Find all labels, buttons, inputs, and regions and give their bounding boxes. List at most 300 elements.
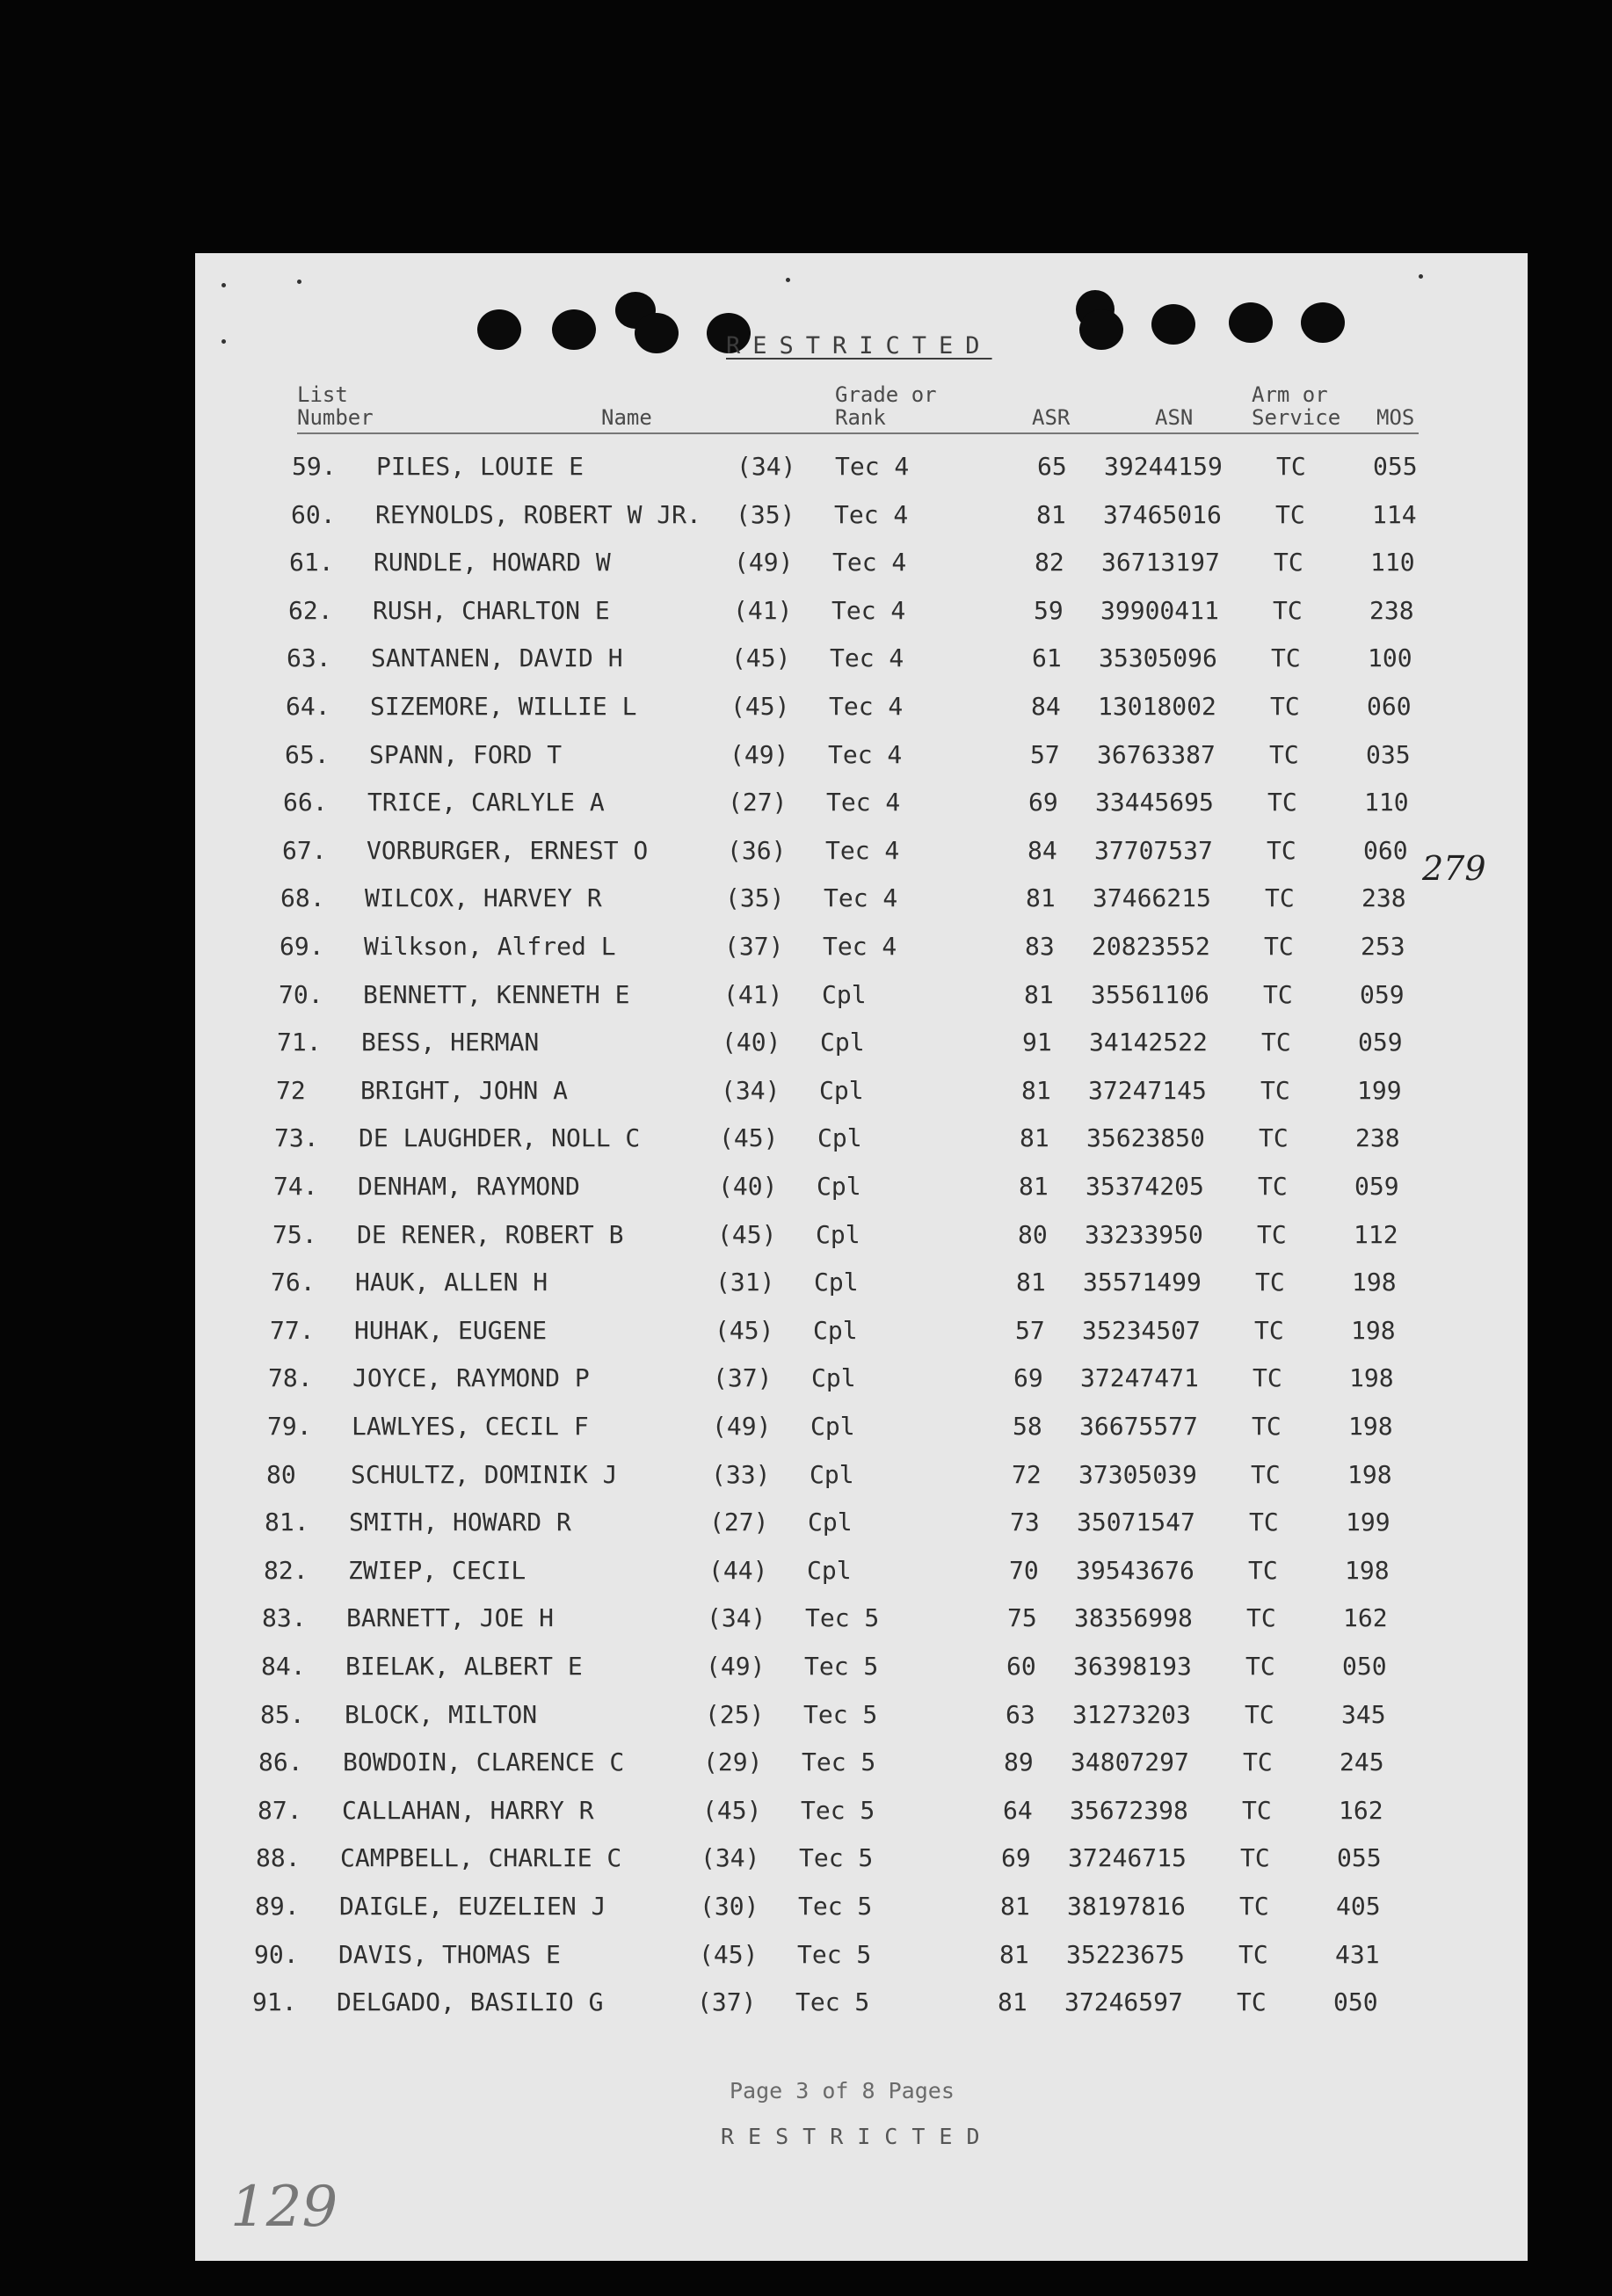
cell-mos: 198: [1348, 1412, 1393, 1441]
cell-mos: 110: [1364, 788, 1409, 817]
cell-num: 74.: [273, 1172, 318, 1201]
cell-name: VORBURGER, ERNEST O: [367, 835, 649, 865]
cell-num: 81.: [265, 1508, 309, 1537]
cell-grade: Cpl: [807, 1555, 852, 1585]
cell-num: 65.: [285, 739, 330, 769]
cell-arm: TC: [1260, 1075, 1290, 1105]
cell-age: (33): [711, 1459, 771, 1489]
cell-age: (25): [705, 1699, 765, 1729]
table-row: [0, 692, 1612, 739]
cell-asn: 36763387: [1097, 739, 1216, 769]
cell-age: (45): [715, 1315, 774, 1345]
punch-hole: [1079, 309, 1123, 350]
cell-age: (45): [717, 1219, 777, 1249]
cell-name: Wilkson, Alfred L: [364, 932, 616, 961]
cell-age: (44): [708, 1555, 768, 1585]
cell-asn: 13018002: [1098, 692, 1216, 721]
col-asn-label: ASN: [1155, 405, 1194, 430]
cell-age: (29): [703, 1747, 763, 1777]
cell-arm: TC: [1246, 1603, 1276, 1633]
cell-age: (31): [715, 1268, 775, 1297]
cell-name: BRIGHT, JOHN A: [360, 1075, 569, 1105]
cell-num: 71.: [277, 1028, 322, 1057]
cell-age: (40): [718, 1172, 778, 1201]
table-row: [0, 1076, 1612, 1123]
cell-grade: Cpl: [810, 1412, 855, 1441]
cell-asr: 81: [1016, 1268, 1046, 1297]
punch-hole: [552, 309, 596, 350]
col-grade-label: Grade or Rank: [835, 382, 937, 430]
cell-asr: 84: [1031, 692, 1061, 721]
cell-mos: 198: [1349, 1363, 1394, 1393]
cell-asn: 33233950: [1085, 1219, 1203, 1249]
cell-mos: 431: [1335, 1939, 1380, 1969]
cell-age: (34): [721, 1075, 781, 1105]
cell-mos: 198: [1347, 1459, 1392, 1489]
cell-arm: TC: [1258, 1172, 1288, 1201]
table-row: [0, 1316, 1612, 1363]
cell-asr: 57: [1015, 1315, 1045, 1345]
cell-num: 86.: [258, 1747, 303, 1777]
cell-arm: TC: [1271, 643, 1301, 673]
cell-grade: Tec 5: [804, 1652, 879, 1681]
cell-mos: 060: [1363, 835, 1408, 865]
punch-hole: [1151, 304, 1195, 345]
cell-name: DELGADO, BASILIO G: [337, 1987, 604, 2017]
cell-grade: Cpl: [820, 1028, 865, 1057]
cell-grade: Tec 4: [832, 548, 907, 578]
cell-asn: 38197816: [1067, 1892, 1186, 1921]
cell-mos: 059: [1360, 979, 1405, 1009]
cell-asr: 89: [1004, 1747, 1034, 1777]
punch-hole: [477, 309, 521, 350]
table-row: [0, 980, 1612, 1028]
cell-name: DE LAUGHDER, NOLL C: [359, 1123, 641, 1153]
punch-hole: [1229, 302, 1273, 343]
cell-name: JOYCE, RAYMOND P: [352, 1363, 590, 1393]
cell-arm: TC: [1245, 1652, 1275, 1681]
punch-hole: [635, 313, 679, 353]
cell-mos: 050: [1333, 1987, 1378, 2017]
cell-age: (37): [713, 1363, 773, 1393]
cell-mos: 100: [1368, 643, 1412, 673]
speck: [297, 280, 301, 284]
col-grade: [835, 383, 937, 429]
table-row: [0, 1940, 1612, 1987]
cell-asn: 37247471: [1080, 1363, 1199, 1393]
cell-mos: 055: [1337, 1843, 1382, 1873]
cell-asn: 37246715: [1068, 1843, 1187, 1873]
col-asn: [1155, 406, 1193, 429]
cell-asn: 35672398: [1070, 1795, 1188, 1825]
table-row: [0, 836, 1612, 883]
cell-asn: 35374205: [1086, 1172, 1204, 1201]
cell-asr: 81: [1036, 499, 1066, 529]
table-row: [0, 1363, 1612, 1411]
cell-asn: 36713197: [1101, 548, 1220, 578]
cell-age: (35): [725, 883, 785, 913]
cell-name: ZWIEP, CECIL: [348, 1555, 526, 1585]
table-row: [0, 883, 1612, 931]
cell-grade: Cpl: [822, 979, 867, 1009]
cell-grade: Cpl: [816, 1219, 860, 1249]
cell-arm: TC: [1240, 1843, 1270, 1873]
cell-mos: 114: [1372, 499, 1417, 529]
cell-asr: 63: [1006, 1699, 1035, 1729]
cell-arm: TC: [1264, 932, 1294, 961]
cell-asr: 64: [1003, 1795, 1033, 1825]
cell-grade: Tec 4: [831, 595, 906, 625]
cell-num: 61.: [289, 548, 334, 578]
col-name-label: Name: [601, 405, 652, 430]
table-row: [0, 1843, 1612, 1891]
cell-asn: 34807297: [1071, 1747, 1189, 1777]
cell-num: 79.: [267, 1412, 312, 1441]
cell-grade: Tec 5: [802, 1747, 876, 1777]
cell-grade: Tec 4: [829, 692, 904, 721]
cell-mos: 238: [1355, 1123, 1400, 1153]
cell-grade: Tec 5: [799, 1843, 874, 1873]
table-row: [0, 1700, 1612, 1747]
col-arm-service: [1252, 383, 1340, 429]
restricted-heading: RESTRICTED: [726, 332, 992, 360]
cell-asr: 81: [1000, 1892, 1030, 1921]
cell-asr: 69: [1001, 1843, 1031, 1873]
cell-asn: 37466215: [1093, 883, 1211, 913]
cell-grade: Tec 4: [826, 788, 901, 817]
cell-asn: 39244159: [1104, 452, 1223, 481]
cell-arm: TC: [1263, 979, 1293, 1009]
cell-arm: TC: [1238, 1939, 1268, 1969]
cell-arm: TC: [1243, 1747, 1273, 1777]
cell-mos: 162: [1339, 1795, 1383, 1825]
cell-age: (49): [712, 1412, 772, 1441]
cell-num: 89.: [255, 1892, 300, 1921]
cell-age: (45): [719, 1123, 779, 1153]
cell-arm: TC: [1267, 835, 1296, 865]
cell-asn: 38356998: [1074, 1603, 1193, 1633]
speck: [221, 283, 226, 287]
col-asr: [1032, 406, 1070, 429]
cell-asn: 37465016: [1103, 499, 1222, 529]
cell-asn: 36398193: [1073, 1652, 1192, 1681]
cell-grade: Tec 5: [795, 1987, 870, 2017]
cell-mos: 405: [1336, 1892, 1381, 1921]
cell-asn: 35571499: [1083, 1268, 1202, 1297]
cell-asn: 35623850: [1086, 1123, 1205, 1153]
cell-name: SPANN, FORD T: [369, 739, 563, 769]
cell-arm: TC: [1248, 1555, 1278, 1585]
col-mos-label: MOS: [1376, 405, 1415, 430]
cell-name: BLOCK, MILTON: [345, 1699, 538, 1729]
cell-arm: TC: [1265, 883, 1295, 913]
table-row: [0, 788, 1612, 835]
cell-arm: TC: [1242, 1795, 1272, 1825]
cell-asr: 65: [1037, 452, 1067, 481]
cell-asn: 37305039: [1078, 1459, 1197, 1489]
punch-hole: [1301, 302, 1345, 343]
cell-asn: 33445695: [1095, 788, 1214, 817]
cell-num: 62.: [288, 595, 333, 625]
cell-grade: Cpl: [813, 1315, 858, 1345]
table-row: [0, 1028, 1612, 1075]
cell-name: HUHAK, EUGENE: [354, 1315, 548, 1345]
table-row: [0, 643, 1612, 691]
cell-asn: 37707537: [1094, 835, 1213, 865]
cell-num: 63.: [287, 643, 331, 673]
cell-age: (35): [736, 499, 795, 529]
cell-grade: Cpl: [810, 1459, 854, 1489]
cell-num: 59.: [292, 452, 337, 481]
cell-arm: TC: [1261, 1028, 1291, 1057]
page-indicator: Page 3 of 8 Pages: [730, 2078, 955, 2103]
cell-grade: Tec 4: [835, 452, 910, 481]
cell-grade: Cpl: [808, 1508, 853, 1537]
table-row: [0, 1460, 1612, 1508]
cell-name: BIELAK, ALBERT E: [345, 1652, 583, 1681]
cell-num: 78.: [268, 1363, 313, 1393]
cell-grade: Cpl: [817, 1123, 862, 1153]
cell-mos: 238: [1369, 595, 1414, 625]
cell-asr: 81: [1024, 979, 1054, 1009]
cell-asn: 37247145: [1088, 1075, 1207, 1105]
cell-arm: TC: [1276, 452, 1306, 481]
cell-asr: 83: [1025, 932, 1055, 961]
cell-num: 73.: [274, 1123, 319, 1153]
cell-asr: 59: [1034, 595, 1064, 625]
table-row: [0, 596, 1612, 643]
cell-grade: Tec 5: [803, 1699, 878, 1729]
cell-arm: TC: [1270, 692, 1300, 721]
cell-age: (40): [722, 1028, 781, 1057]
cell-mos: 345: [1341, 1699, 1386, 1729]
cell-grade: Cpl: [811, 1363, 856, 1393]
cell-asn: 34142522: [1089, 1028, 1208, 1057]
cell-arm: TC: [1251, 1459, 1281, 1489]
cell-num: 70.: [279, 979, 323, 1009]
cell-mos: 060: [1367, 692, 1412, 721]
cell-mos: 199: [1346, 1508, 1391, 1537]
cell-asr: 60: [1006, 1652, 1036, 1681]
cell-num: 72: [276, 1075, 306, 1105]
cell-mos: 162: [1343, 1603, 1388, 1633]
table-row: [0, 1172, 1612, 1219]
cell-name: DENHAM, RAYMOND: [358, 1172, 580, 1201]
cell-grade: Tec 5: [801, 1795, 875, 1825]
cell-asr: 70: [1009, 1555, 1039, 1585]
cell-asn: 37246597: [1064, 1987, 1183, 2017]
cell-asn: 31273203: [1072, 1699, 1191, 1729]
cell-arm: TC: [1253, 1363, 1282, 1393]
margin-number: 279: [1422, 849, 1486, 888]
cell-num: 90.: [254, 1939, 299, 1969]
cell-num: 77.: [270, 1315, 315, 1345]
cell-name: DAIGLE, EUZELIEN J: [339, 1892, 606, 1921]
cell-num: 66.: [283, 788, 328, 817]
cell-asr: 81: [1019, 1172, 1049, 1201]
cell-age: (45): [730, 692, 790, 721]
cell-mos: 198: [1352, 1268, 1397, 1297]
cell-asr: 81: [1020, 1123, 1049, 1153]
cell-num: 87.: [258, 1795, 302, 1825]
cell-age: (34): [737, 452, 796, 481]
col-mos: [1376, 406, 1414, 429]
cell-name: BENNETT, KENNETH E: [363, 979, 630, 1009]
cell-arm: TC: [1269, 739, 1299, 769]
table-row: [0, 1220, 1612, 1268]
cell-grade: Cpl: [814, 1268, 859, 1297]
cell-age: (49): [734, 548, 794, 578]
col-asr-label: ASR: [1032, 405, 1071, 430]
cell-arm: TC: [1273, 595, 1303, 625]
cell-arm: TC: [1275, 499, 1305, 529]
cell-grade: Tec 5: [805, 1603, 880, 1633]
cell-asr: 81: [1021, 1075, 1051, 1105]
cell-age: (45): [731, 643, 791, 673]
speck: [786, 278, 790, 282]
cell-age: (37): [697, 1987, 757, 2017]
table-row: [0, 452, 1612, 499]
cell-asn: 35305096: [1099, 643, 1217, 673]
header-rule: [297, 432, 1419, 434]
cell-grade: Tec 4: [828, 739, 903, 769]
cell-name: LAWLYES, CECIL F: [352, 1412, 589, 1441]
table-row: [0, 740, 1612, 788]
handwritten-number: 129: [230, 2175, 338, 2240]
cell-asn: 35071547: [1077, 1508, 1195, 1537]
table-row: [0, 1268, 1612, 1315]
cell-asr: 81: [999, 1939, 1029, 1969]
cell-name: SIZEMORE, WILLIE L: [370, 692, 637, 721]
cell-age: (45): [699, 1939, 759, 1969]
cell-name: PILES, LOUIE E: [376, 452, 585, 481]
cell-num: 85.: [260, 1699, 305, 1729]
cell-grade: Cpl: [817, 1172, 861, 1201]
cell-age: (27): [709, 1508, 769, 1537]
cell-name: REYNOLDS, ROBERT W JR.: [375, 499, 701, 529]
cell-name: DE RENER, ROBERT B: [357, 1219, 624, 1249]
cell-mos: 238: [1361, 883, 1406, 913]
cell-arm: TC: [1274, 548, 1303, 578]
cell-age: (41): [723, 979, 783, 1009]
cell-asr: 91: [1022, 1028, 1052, 1057]
table-row: [0, 1747, 1612, 1795]
col-name: [601, 406, 652, 429]
speck: [221, 339, 226, 344]
cell-age: (49): [730, 739, 789, 769]
cell-mos: 112: [1354, 1219, 1398, 1249]
cell-num: 84.: [261, 1652, 306, 1681]
col-arm-service-label: Arm or Service: [1252, 382, 1341, 430]
cell-age: (49): [706, 1652, 766, 1681]
cell-name: SCHULTZ, DOMINIK J: [351, 1459, 618, 1489]
cell-mos: 110: [1370, 548, 1415, 578]
cell-arm: TC: [1252, 1412, 1282, 1441]
cell-grade: Tec 5: [797, 1939, 872, 1969]
cell-mos: 050: [1342, 1652, 1387, 1681]
cell-asr: 81: [1026, 883, 1056, 913]
cell-age: (27): [728, 788, 788, 817]
cell-num: 60.: [291, 499, 336, 529]
table-row: [0, 1892, 1612, 1939]
cell-arm: TC: [1239, 1892, 1269, 1921]
cell-arm: TC: [1249, 1508, 1279, 1537]
cell-age: (30): [700, 1892, 759, 1921]
cell-asn: 35223675: [1066, 1939, 1185, 1969]
cell-asr: 69: [1028, 788, 1058, 817]
cell-grade: Tec 4: [825, 835, 900, 865]
cell-arm: TC: [1255, 1268, 1285, 1297]
cell-age: (34): [707, 1603, 766, 1633]
cell-grade: Tec 4: [830, 643, 904, 673]
cell-name: BOWDOIN, CLARENCE C: [343, 1747, 625, 1777]
cell-num: 68.: [280, 883, 325, 913]
speck: [1419, 274, 1423, 279]
table-row: [0, 1987, 1612, 2035]
cell-num: 83.: [262, 1603, 307, 1633]
cell-name: TRICE, CARLYLE A: [367, 788, 605, 817]
cell-name: BESS, HERMAN: [361, 1028, 540, 1057]
cell-name: DAVIS, THOMAS E: [338, 1939, 561, 1969]
cell-asn: 36675577: [1079, 1412, 1198, 1441]
cell-asn: 20823552: [1092, 932, 1210, 961]
cell-name: SANTANEN, DAVID H: [371, 643, 623, 673]
table-row: [0, 1123, 1612, 1171]
cell-mos: 198: [1351, 1315, 1396, 1345]
cell-mos: 055: [1373, 452, 1418, 481]
cell-asr: 69: [1013, 1363, 1043, 1393]
cell-arm: TC: [1259, 1123, 1289, 1153]
cell-mos: 245: [1340, 1747, 1384, 1777]
cell-asr: 73: [1010, 1508, 1040, 1537]
cell-asr: 80: [1018, 1219, 1048, 1249]
col-list-number: [297, 383, 374, 429]
cell-arm: TC: [1254, 1315, 1284, 1345]
cell-asr: 82: [1035, 548, 1064, 578]
table-row: [0, 932, 1612, 979]
table-row: [0, 548, 1612, 595]
cell-grade: Tec 4: [834, 499, 909, 529]
cell-name: RUSH, CHARLTON E: [373, 595, 610, 625]
cell-asr: 57: [1030, 739, 1060, 769]
cell-arm: TC: [1245, 1699, 1274, 1729]
cell-age: (36): [727, 835, 787, 865]
cell-age: (34): [701, 1843, 760, 1873]
table-row: [0, 1556, 1612, 1603]
cell-num: 80: [266, 1459, 296, 1489]
cell-asr: 58: [1013, 1412, 1042, 1441]
cell-arm: TC: [1237, 1987, 1267, 2017]
table-row: [0, 500, 1612, 548]
cell-mos: 199: [1357, 1075, 1402, 1105]
col-list-number-label: List Number: [297, 382, 374, 430]
cell-arm: TC: [1267, 788, 1297, 817]
cell-mos: 059: [1358, 1028, 1403, 1057]
cell-num: 76.: [271, 1268, 316, 1297]
table-row: [0, 1652, 1612, 1699]
cell-grade: Cpl: [819, 1075, 864, 1105]
cell-asr: 61: [1032, 643, 1062, 673]
cell-num: 69.: [280, 932, 324, 961]
table-row: [0, 1412, 1612, 1459]
cell-asr: 84: [1027, 835, 1057, 865]
cell-mos: 253: [1361, 932, 1405, 961]
table-row: [0, 1508, 1612, 1555]
cell-num: 82.: [264, 1555, 309, 1585]
cell-grade: Tec 4: [823, 932, 897, 961]
cell-age: (41): [733, 595, 793, 625]
cell-asr: 72: [1012, 1459, 1042, 1489]
